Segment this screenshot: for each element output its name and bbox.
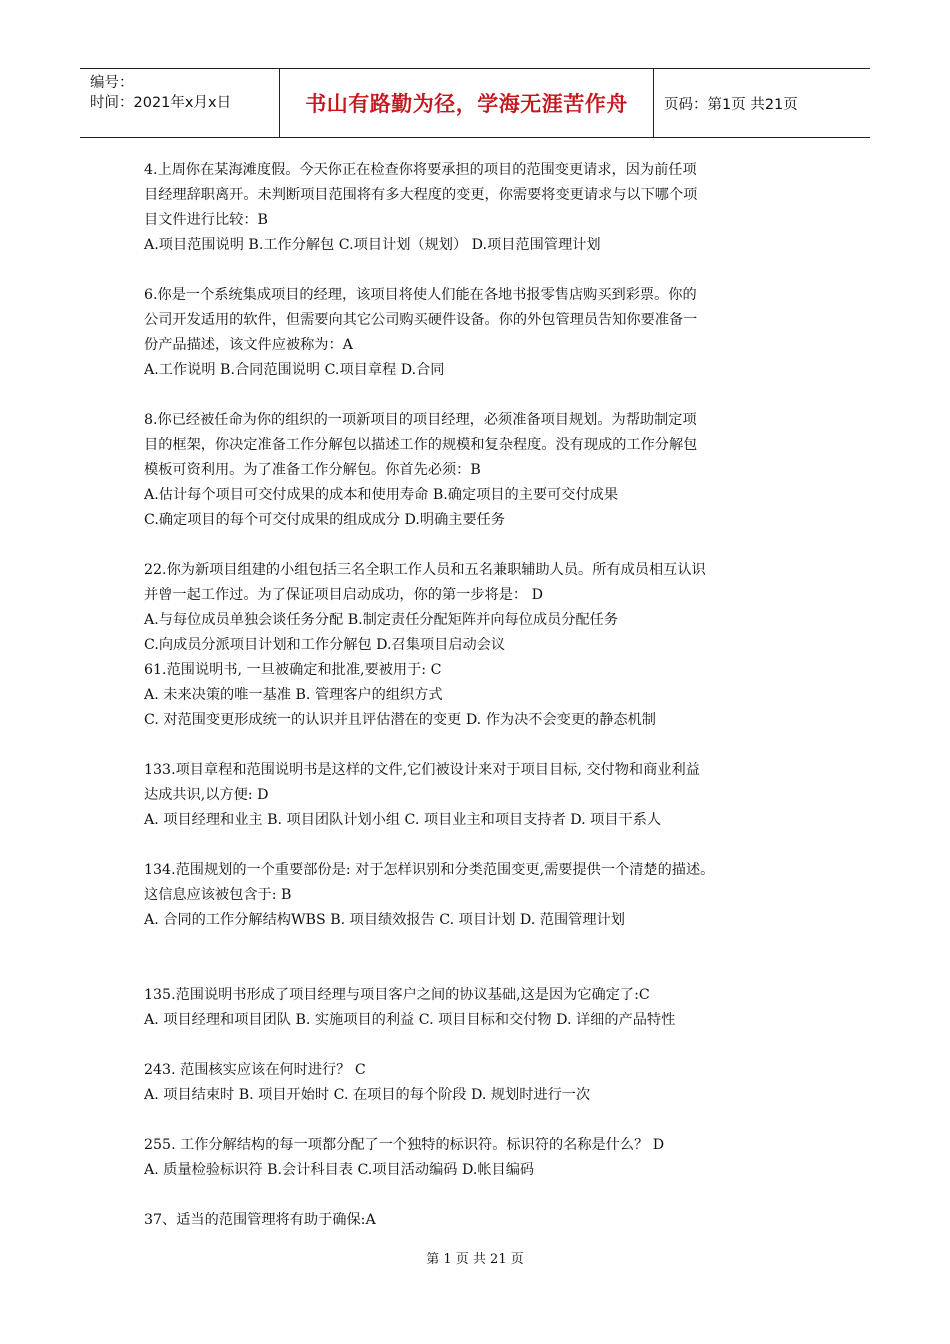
blank-line	[144, 1033, 834, 1058]
text-line: A. 项目经理和业主 B. 项目团队计划小组 C. 项目业主和项目支持者 D. 项目干系人	[144, 812, 662, 828]
text-line: 134.范围规划的一个重要部份是: 对于怎样识别和分类范围变更,需要提供一个清楚的描述。	[144, 862, 715, 878]
page-header	[80, 68, 870, 138]
text-line: 133.项目章程和范围说明书是这样的文件,它们被设计来对于项目目标, 交付物和商业利益	[144, 762, 700, 778]
text-line: 并曾一起工作过。为了保证项目启动成功，你的第一步将是： D	[144, 587, 543, 603]
text-line: A. 合同的工作分解结构WBS B. 项目绩效报告 C. 项目计划 D. 范围管理计划	[144, 912, 625, 928]
text-line: A.工作说明 B.合同范围说明 C.项目章程 D.合同	[144, 362, 445, 378]
document-body	[144, 158, 834, 1233]
text-line: A. 未来决策的唯一基准 B. 管理客户的组织方式	[144, 687, 443, 703]
text-line: 模板可资利用。为了准备工作分解包。你首先必须：B	[144, 462, 481, 478]
blank-line	[144, 533, 834, 558]
serial-label: 编号：	[90, 75, 134, 91]
text-line: 目的框架，你决定准备工作分解包以描述工作的规模和复杂程度。没有现成的工作分解包	[144, 437, 698, 453]
blank-line	[144, 958, 834, 983]
text-line: C.向成员分派项目计划和工作分解包 D.召集项目启动会议	[144, 637, 506, 653]
text-line: 22.你为新项目组建的小组包括三名全职工作人员和五名兼职辅助人员。所有成员相互认识	[144, 562, 706, 578]
text-line: A.项目范围说明 B.工作分解包 C.项目计划（规划） D.项目范围管理计划	[144, 237, 601, 253]
blank-line	[144, 833, 834, 858]
text-line: A. 项目经理和项目团队 B. 实施项目的利益 C. 项目目标和交付物 D. 详细的产品特性	[144, 1012, 676, 1028]
text-line: C.确定项目的每个可交付成果的组成成分 D.明确主要任务	[144, 512, 506, 528]
text-line: 6.你是一个系统集成项目的经理，该项目将使人们能在各地书报零售店购买到彩票。你的	[144, 287, 697, 303]
text-line: A.估计每个项目可交付成果的成本和使用寿命 B.确定项目的主要可交付成果	[144, 487, 619, 503]
header-meta	[80, 69, 280, 137]
text-line: 公司开发适用的软件，但需要向其它公司购买硬件设备。你的外包管理员告知你要准备一	[144, 312, 698, 328]
blank-line	[144, 1108, 834, 1133]
text-line: A. 项目结束时 B. 项目开始时 C. 在项目的每个阶段 D. 规划时进行一次	[144, 1087, 591, 1103]
page-footer: 第 1 页 共 21 页	[426, 1252, 524, 1267]
blank-line	[144, 733, 834, 758]
blank-line	[144, 383, 834, 408]
text-line: A. 质量检验标识符 B.会计科目表 C.项目活动编码 D.帐目编码	[144, 1162, 535, 1178]
text-line: 目文件进行比较：B	[144, 212, 268, 228]
blank-line	[144, 258, 834, 283]
text-line: C. 对范围变更形成统一的认识并且评估潜在的变更 D. 作为决不会变更的静态机制	[144, 712, 656, 728]
text-line: 243. 范围核实应该在何时进行？ C	[144, 1062, 366, 1078]
blank-line	[144, 933, 834, 958]
text-line: 份产品描述，该文件应被称为：A	[144, 337, 353, 353]
text-line: 61.范围说明书, 一旦被确定和批准,要被用于: C	[144, 662, 442, 678]
text-line: 目经理辞职离开。未判断项目范围将有多大程度的变更，你需要将变更请求与以下哪个项	[144, 187, 698, 203]
text-line: 这信息应该被包含于: B	[144, 887, 292, 903]
blank-line	[144, 1183, 834, 1208]
text-line: 255. 工作分解结构的每一项都分配了一个独特的标识符。标识符的名称是什么？ D	[144, 1137, 665, 1153]
text-line: 37、适当的范围管理将有助于确保:A	[144, 1212, 376, 1228]
header-motto: 书山有路勤为径，学海无涯苦作舟	[280, 69, 654, 137]
text-line: 8.你已经被任命为你的组织的一项新项目的项目经理，必须准备项目规划。为帮助制定项	[144, 412, 697, 428]
time-label: 时间：2021年x月x日	[90, 95, 232, 111]
text-line: 135.范围说明书形成了项目经理与项目客户之间的协议基础,这是因为它确定了:C	[144, 987, 650, 1003]
header-page-label: 页码：第1页 共21页	[664, 96, 798, 113]
text-line: 4.上周你在某海滩度假。今天你正在检查你将要承担的项目的范围变更请求，因为前任项	[144, 162, 697, 178]
text-line: A.与每位成员单独会谈任务分配 B.制定责任分配矩阵并向每位成员分配任务	[144, 612, 619, 628]
text-line: 达成共识,以方便: D	[144, 787, 269, 803]
